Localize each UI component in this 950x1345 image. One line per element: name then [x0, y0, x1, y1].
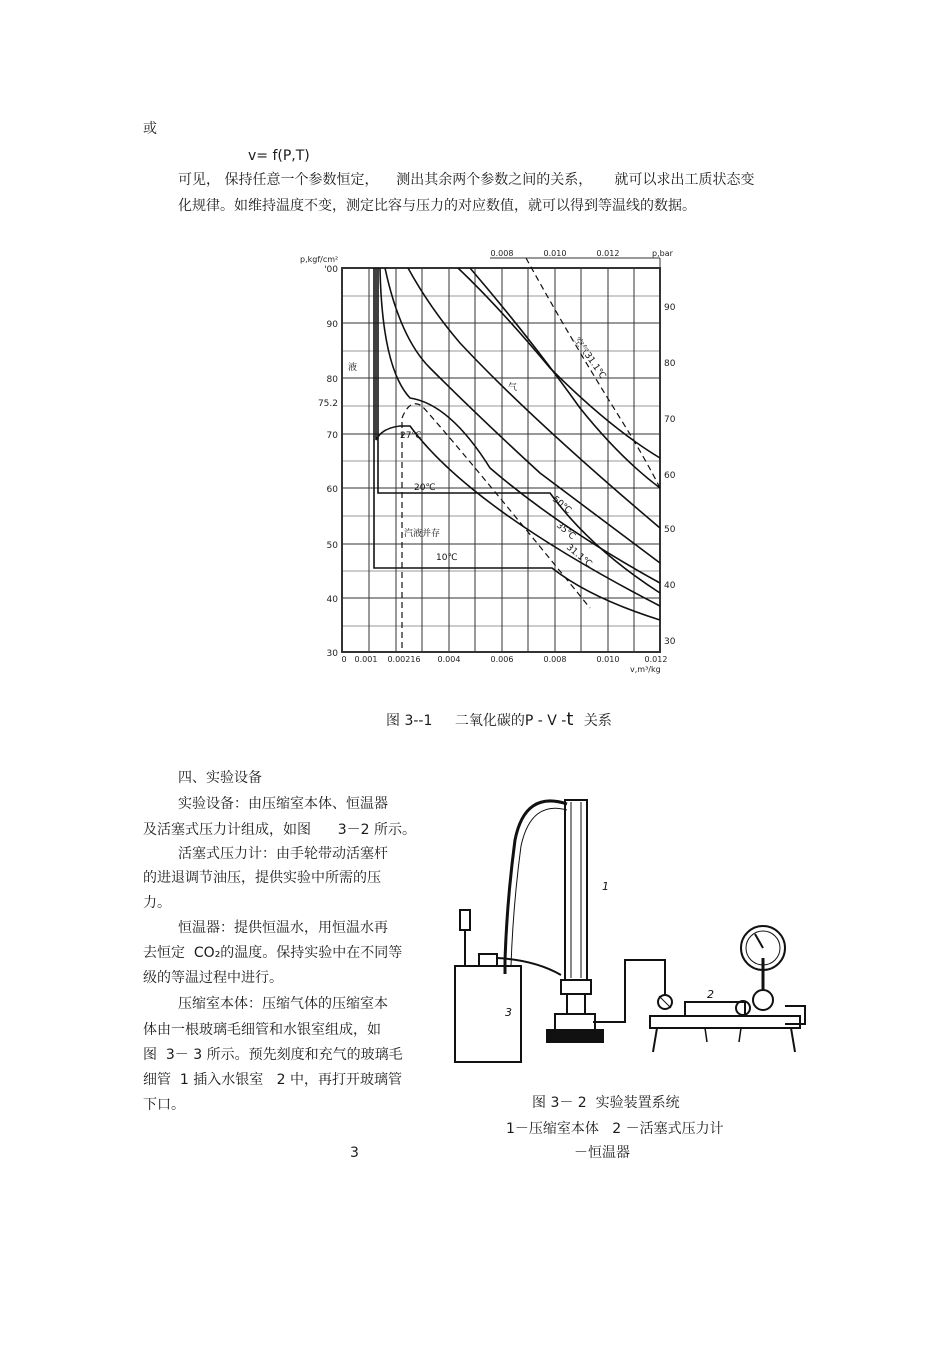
section-line: 的进退调节油压，提供实验中所需的压 [143, 870, 381, 886]
label-liquid: 液 [348, 363, 358, 373]
section-line: 下口。 [143, 1097, 185, 1113]
section-line: 及活塞式压力计组成，如图 3－2 所示。 [143, 822, 416, 838]
bottom-tick: 0.012 [644, 655, 668, 664]
isotherm-curves [374, 268, 660, 620]
chart-grid [342, 258, 660, 652]
pvt-diagram [290, 248, 690, 678]
left-tick: 30 [326, 649, 338, 659]
section-line: 压缩室本体：压缩气体的压缩室本 [178, 996, 388, 1012]
section-line: 图 3－ 3 所示。预先刻度和充气的玻璃毛 [143, 1047, 403, 1063]
label-1: 1 [602, 880, 609, 893]
right-tick: 60 [664, 471, 676, 481]
bottom-tick: 0.004 [437, 655, 461, 664]
left-tick: 60 [326, 485, 338, 495]
section-line: 力。 [143, 895, 171, 911]
right-tick: 90 [664, 303, 676, 313]
figure1-caption-tail: 关系 [583, 713, 612, 729]
right-tick: 70 [664, 415, 676, 425]
section-heading: 四、实验设备 [178, 770, 262, 786]
section-line: 活塞式压力计：由手轮带动活塞杆 [178, 846, 388, 862]
bottom-tick: 0.006 [490, 655, 514, 664]
bottom-tick: 0.001 [354, 655, 378, 664]
left-tick: 75.2 [317, 399, 338, 409]
label-20c: 20℃ [414, 483, 436, 493]
top-tick: 0.012 [596, 249, 620, 258]
figure2-legend-line2: －恒温器 [574, 1145, 630, 1161]
section-line: 恒温器：提供恒温水，用恒温水再 [178, 920, 388, 936]
left-tick: '00 [324, 265, 338, 275]
left-axis-label: p,kgf/cm² [300, 255, 339, 264]
right-tick: 40 [664, 581, 676, 591]
section-line: 细管 1 插入水银室 2 中，再打开玻璃管 [143, 1072, 402, 1088]
paragraph-line-1: 可见， 保持任意一个参数恒定， 测出其余两个参数之间的关系， 就可以求出工质状态变 [178, 172, 755, 188]
apparatus-diagram [445, 780, 820, 1080]
label-2: 2 [707, 988, 714, 1001]
label-10c: 10℃ [436, 553, 458, 563]
bottom-tick: 0.010 [596, 655, 620, 664]
label-50c: 50℃ [550, 494, 574, 517]
label-3: 3 [505, 1006, 512, 1019]
figure1-caption [386, 710, 612, 731]
bottom-tick: 0.00216 [387, 655, 421, 664]
left-tick: 80 [326, 375, 338, 385]
or-text: 或 [143, 121, 157, 137]
section-line: 体由一根玻璃毛细管和水银室组成，如 [143, 1022, 381, 1038]
label-two-phase: 汽液并存 [404, 529, 441, 539]
left-tick: 90 [326, 320, 338, 330]
bottom-axis-label: v,m³/kg [630, 665, 661, 674]
label-31c: 31.1℃ [564, 542, 594, 570]
figure2-legend-line1: 1－压缩室本体 2 －活塞式压力计 [506, 1121, 724, 1137]
formula: v= f(P,T) [248, 148, 310, 164]
left-tick: 50 [326, 541, 338, 551]
section-line: 级的等温过程中进行。 [143, 970, 283, 986]
piston-gauge-base [650, 1016, 800, 1028]
bottom-tick: 0 [341, 655, 347, 664]
section-line: 实验设备：由压缩室本体、恒温器 [178, 796, 388, 812]
right-tick: 30 [664, 637, 676, 647]
bottom-tick: 0.008 [543, 655, 567, 664]
top-tick: 0.010 [543, 249, 567, 258]
compression-chamber [565, 800, 587, 980]
right-tick: 80 [664, 359, 676, 369]
figure1-caption-text: 二氧化碳的P - V - [454, 713, 567, 729]
right-axis-label: p,bar [652, 249, 673, 258]
label-air: 空气31.1℃ [571, 335, 608, 382]
label-35c: 35℃ [554, 520, 578, 543]
left-tick: 70 [326, 431, 338, 441]
figure1-caption-t: t [566, 709, 574, 730]
figure2-caption: 图 3－ 2 实验装置系统 [532, 1095, 680, 1111]
saturation-dome [402, 258, 660, 648]
page-number: 3 [350, 1145, 359, 1161]
section-line: 去恒定 CO₂的温度。保持实验中在不同等 [143, 945, 403, 961]
top-tick: 0.008 [490, 249, 514, 258]
right-tick: 50 [664, 525, 676, 535]
paragraph-line-2: 化规律。如维持温度不变，测定比容与压力的对应数值，就可以得到等温线的数据。 [178, 198, 696, 214]
figure1-caption-num: 图 3--1 [386, 713, 433, 729]
label-gas: 气 [508, 383, 518, 393]
label-27c: 27℃ [400, 431, 422, 441]
left-tick: 40 [326, 595, 338, 605]
